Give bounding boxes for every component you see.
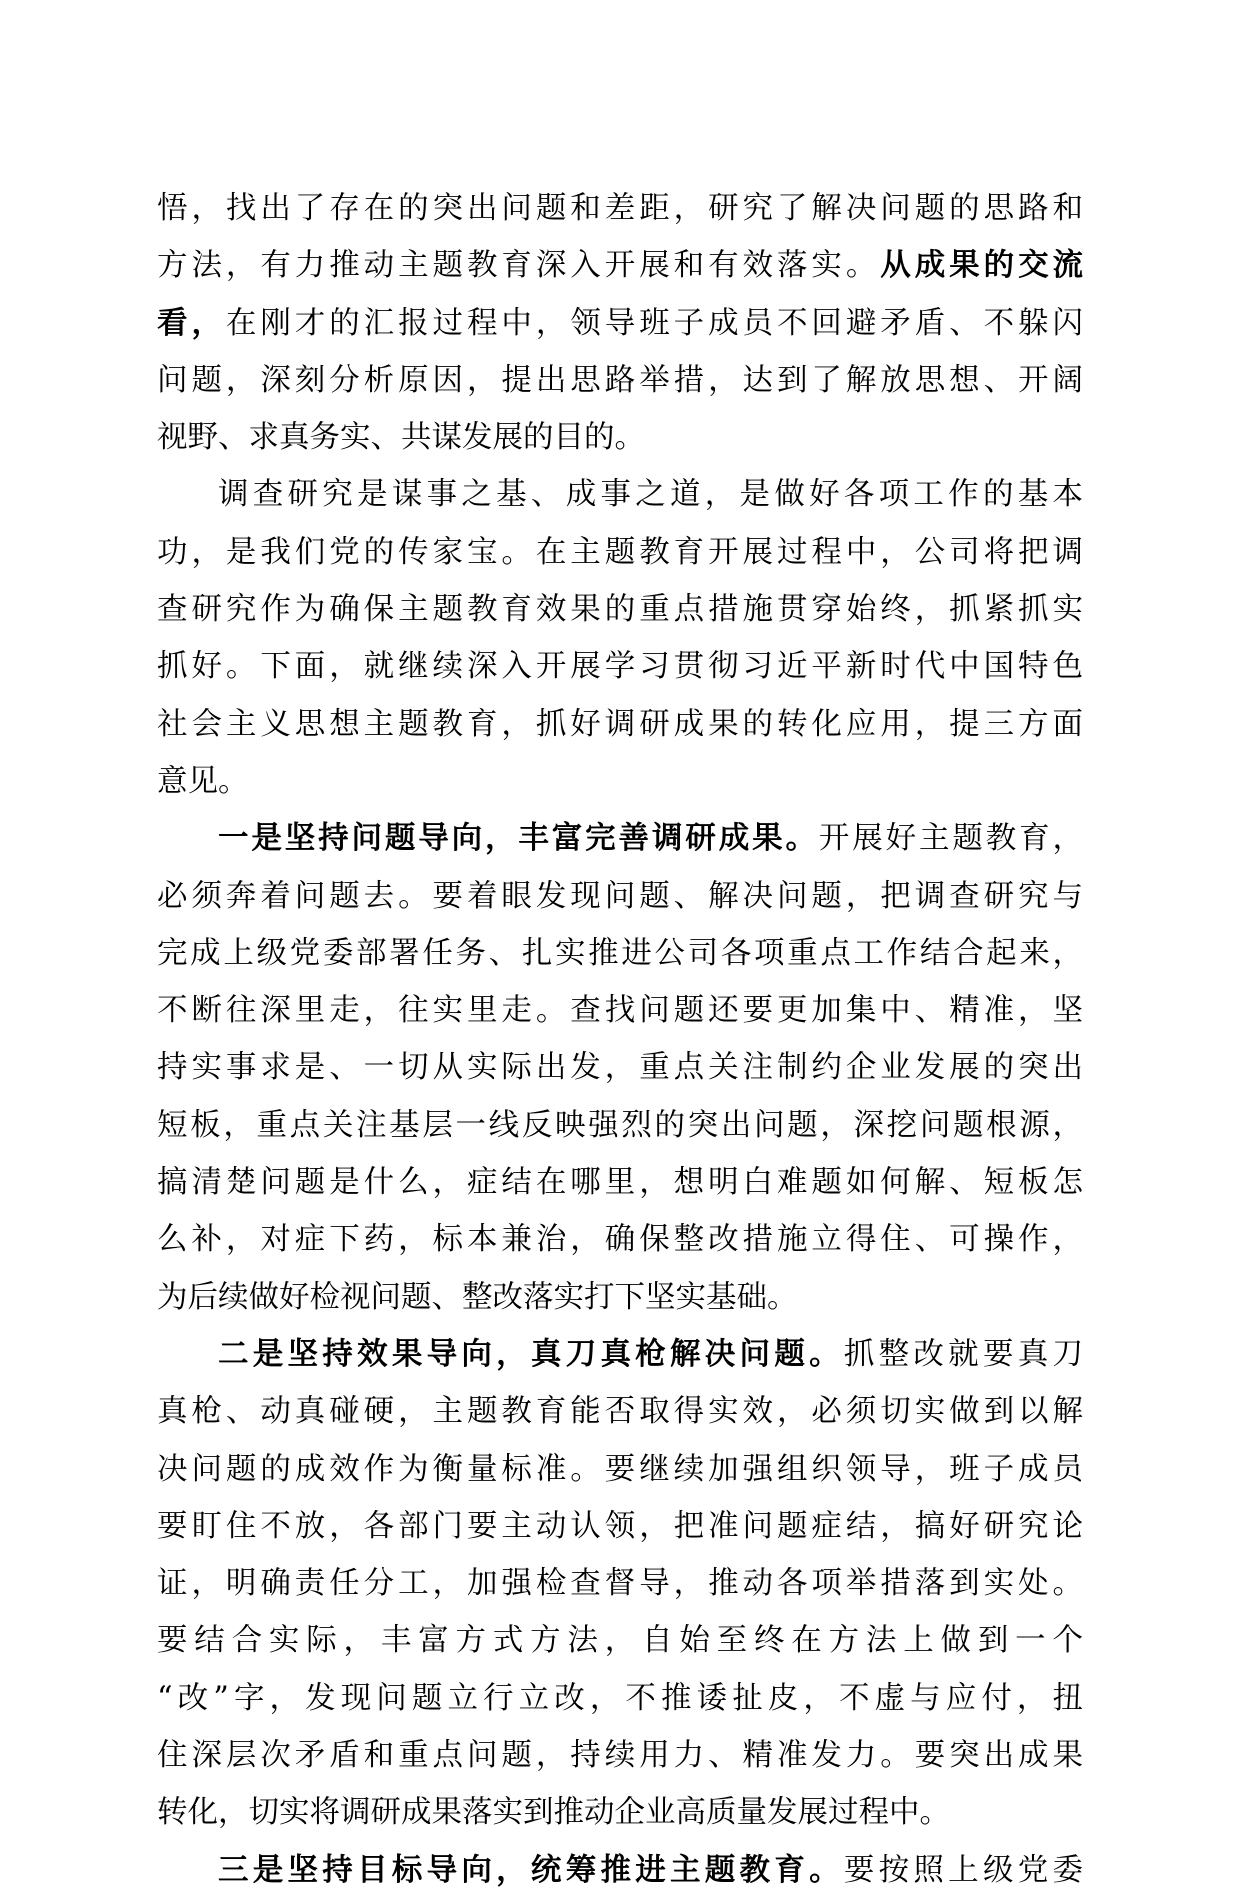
text-run: 转化，切实将调研成果落实到推动企业高质量发展过程中。	[157, 1795, 950, 1831]
text-run: 持实事求是、一切从实际出发，重点关注制约企业发展的突出	[157, 1050, 1083, 1086]
bold-text-run: 一是坚持问题导向，丰富完善调研成果。	[218, 820, 819, 857]
text-line	[157, 982, 1083, 1039]
text-run: 决问题的成效作为衡量标准。要继续加强组织领导，班子成员	[157, 1451, 1083, 1487]
text-line	[157, 1498, 1083, 1555]
text-line	[157, 1784, 1083, 1841]
text-line	[157, 638, 1083, 695]
text-line	[157, 925, 1083, 982]
text-run: “改”字，发现问题立行立改，不推诿扯皮，不虚与应付，扭	[157, 1680, 1083, 1716]
text-run: 要按照上级党委	[843, 1852, 1083, 1888]
text-run: 要盯住不放，各部门要主动认领，把准问题症结，搞好研究论	[157, 1508, 1083, 1544]
text-run: 证，明确责任分工，加强检查督导，推动各项举措落到实处。	[157, 1566, 1083, 1602]
text-run: 视野、求真务实、共谋发展的目的。	[157, 420, 645, 456]
text-line	[157, 581, 1083, 638]
text-line	[157, 466, 1083, 523]
text-line	[157, 1383, 1083, 1440]
text-run: 真枪、动真碰硬，主题教育能否取得实效，必须切实做到以解	[157, 1394, 1083, 1430]
text-line	[157, 1842, 1083, 1899]
text-line	[157, 409, 1083, 466]
text-line	[157, 295, 1083, 352]
bold-text-run: 看，	[157, 304, 226, 341]
text-run: 社会主义思想主题教育，抓好调研成果的转化应用，提三方面	[157, 706, 1083, 742]
text-line	[157, 524, 1083, 581]
text-run: 开展好主题教育，	[818, 821, 1083, 857]
bold-text-run: 三是坚持目标导向，统筹推进主题教育。	[218, 1851, 844, 1888]
text-line	[157, 1441, 1083, 1498]
text-run: 意见。	[157, 763, 249, 799]
text-run: 抓整改就要真刀	[843, 1336, 1083, 1372]
text-run: 搞清楚问题是什么，症结在哪里，想明白难题如何解、短板怎	[157, 1165, 1083, 1201]
bold-text-run: 从成果的交流	[880, 247, 1083, 284]
text-line	[157, 868, 1083, 925]
text-line	[157, 1039, 1083, 1096]
text-line	[157, 1727, 1083, 1784]
text-run: 么补，对症下药，标本兼治，确保整改措施立得住、可操作，	[157, 1222, 1083, 1258]
text-run: 必须奔着问题去。要着眼发现问题、解决问题，把调查研究与	[157, 878, 1083, 914]
text-run: 悟，找出了存在的突出问题和差距，研究了解决问题的思路和	[157, 191, 1083, 226]
text-line	[157, 180, 1083, 237]
text-line	[157, 1154, 1083, 1211]
document-body	[157, 180, 1083, 1899]
text-run: 功，是我们党的传家宝。在主题教育开展过程中，公司将把调	[157, 534, 1083, 570]
text-run: 要结合实际，丰富方式方法，自始至终在方法上做到一个	[157, 1623, 1083, 1659]
text-line	[157, 1211, 1083, 1268]
text-line	[157, 237, 1083, 294]
text-run: 抓好。下面，就继续深入开展学习贯彻习近平新时代中国特色	[157, 649, 1083, 685]
text-run: 短板，重点关注基层一线反映强烈的突出问题，深挖问题根源，	[157, 1107, 1083, 1143]
text-run: 不断往深里走，往实里走。查找问题还要更加集中、精准，坚	[157, 993, 1083, 1029]
text-line	[157, 753, 1083, 810]
text-run: 方法，有力推动主题教育深入开展和有效落实。	[157, 248, 881, 284]
text-run: 问题，深刻分析原因，提出思路举措，达到了解放思想、开阔	[157, 362, 1083, 398]
text-line	[157, 1555, 1083, 1612]
text-run: 完成上级党委部署任务、扎实推进公司各项重点工作结合起来，	[157, 935, 1083, 971]
text-line	[157, 810, 1083, 867]
text-line	[157, 352, 1083, 409]
text-run: 住深层次矛盾和重点问题，持续用力、精准发力。要突出成果	[157, 1738, 1083, 1774]
bold-text-run: 二是坚持效果导向，真刀真枪解决问题。	[218, 1335, 844, 1372]
text-line	[157, 1612, 1083, 1669]
text-line	[157, 1326, 1083, 1383]
text-line	[157, 1670, 1083, 1727]
text-line	[157, 696, 1083, 753]
text-run: 在刚才的汇报过程中，领导班子成员不回避矛盾、不躲闪	[225, 305, 1083, 341]
text-run: 调查研究是谋事之基、成事之道，是做好各项工作的基本	[218, 477, 1083, 513]
text-run: 为后续做好检视问题、整改落实打下坚实基础。	[157, 1279, 798, 1315]
text-line	[157, 1269, 1083, 1326]
text-run: 查研究作为确保主题教育效果的重点措施贯穿始终，抓紧抓实	[157, 592, 1083, 628]
text-line	[157, 1097, 1083, 1154]
